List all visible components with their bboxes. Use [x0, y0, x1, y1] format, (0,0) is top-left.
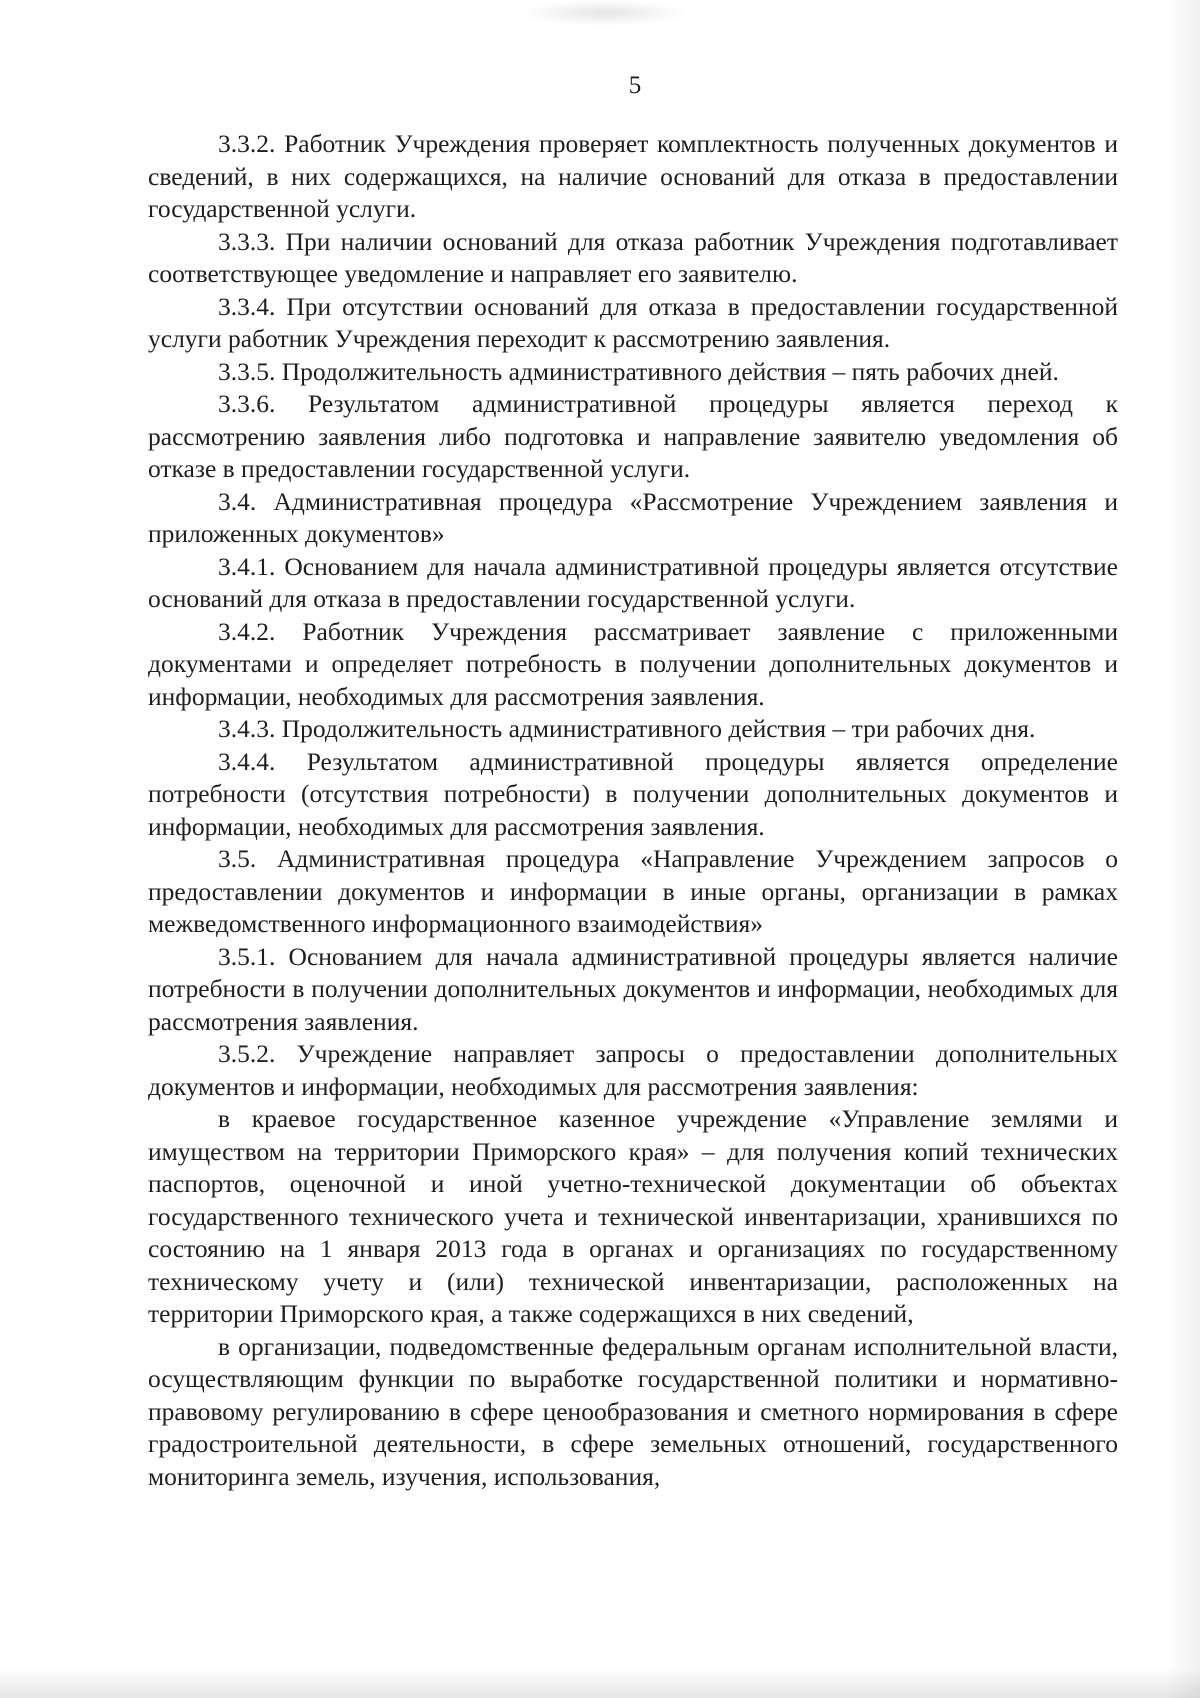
scan-shadow-top: [520, 0, 690, 26]
paragraph-3-4-3: 3.4.3. Продолжительность административного действия – три рабочих дня.: [218, 714, 1036, 743]
section-heading-3-5: 3.5. Административная процедура «Направление Учреждением запросов о предоставлении документов и информации в иные органы, организации в рамках межведомственного информационного взаимодействия»: [148, 844, 1118, 938]
paragraph-3-4-1: 3.4.1. Основанием для начала административной процедуры является отсутствие оснований для отказа в предоставлении государственной услуги.: [148, 551, 1118, 613]
paragraph-3-4-2: 3.4.2. Работник Учреждения рассматривает заявление с приложенными документами и определяет потребность в получении дополнительных документов и информации, необходимых для рассмотрения заявления.: [148, 616, 1118, 711]
page-number: 5: [628, 72, 642, 99]
paragraph-3-3-4: 3.3.4. При отсутствии оснований для отказа в предоставлении государственной услуги работник Учреждения переходит к рассмотрению заявления.: [148, 291, 1118, 353]
scan-shadow-bottom: [0, 1668, 1200, 1698]
paragraph-3-5-2: 3.5.2. Учреждение направляет запросы о предоставлении дополнительных документов и информации, необходимых для рассмотрения заявления:: [148, 1039, 1118, 1101]
document-body: [148, 128, 1118, 1493]
paragraph-3-3-3: 3.3.3. При наличии оснований для отказа работник Учреждения подготавливает соответствующее уведомление и направляет его заявителю.: [148, 226, 1118, 288]
paragraph-3-5-1: 3.5.1. Основанием для начала административной процедуры является наличие потребности в получении дополнительных документов и информации, необходимых для рассмотрения заявления.: [148, 941, 1118, 1036]
paragraph-3-3-2: 3.3.2. Работник Учреждения проверяет комплектность полученных документов и сведений, в них содержащихся, на наличие оснований для отказа в предоставлении государственной услуги.: [148, 129, 1118, 223]
scan-shadow-right: [1166, 0, 1200, 1698]
paragraph-3-3-5: 3.3.5. Продолжительность административного действия – пять рабочих дней.: [218, 356, 1059, 386]
list-item-regional-institution: в краевое государственное казенное учреждение «Управление землями и имуществом на территории Приморского края» – для получения копий технических паспортов, оценочной и иной учетно-технической документации об объектах государственного технического учета и технической инвентаризации, хранившихся по состоянию на 1 января 2013 года в органах и организациях по государственному техническому учету и (или) технической инвентаризации, расположенных на территории Приморского края, а также содержащихся в них сведений,: [148, 1104, 1118, 1328]
paragraph-3-3-6: 3.3.6. Результатом административной процедуры является переход к рассмотрению заявления либо подготовка и направление заявителю уведомления об отказе в предоставлении государственной услуги.: [148, 389, 1118, 483]
paragraph-3-4-4: 3.4.4. Результатом административной процедуры является определение потребности (отсутствия потребности) в получении дополнительных документов и информации, необходимых для рассмотрения заявления.: [148, 746, 1118, 841]
section-heading-3-4: 3.4. Административная процедура «Рассмотрение Учреждением заявления и приложенных документов»: [148, 486, 1118, 548]
list-item-federal-organizations: в организации, подведомственные федеральным органам исполнительной власти, осуществляющим функции по выработке государственной политики и нормативно-правовому регулированию в сфере ценообразования и сметного нормирования в сфере градостроительной деятельности, в сфере земельных отношений, государственного мониторинга земель, изучения, использования,: [148, 1331, 1118, 1491]
